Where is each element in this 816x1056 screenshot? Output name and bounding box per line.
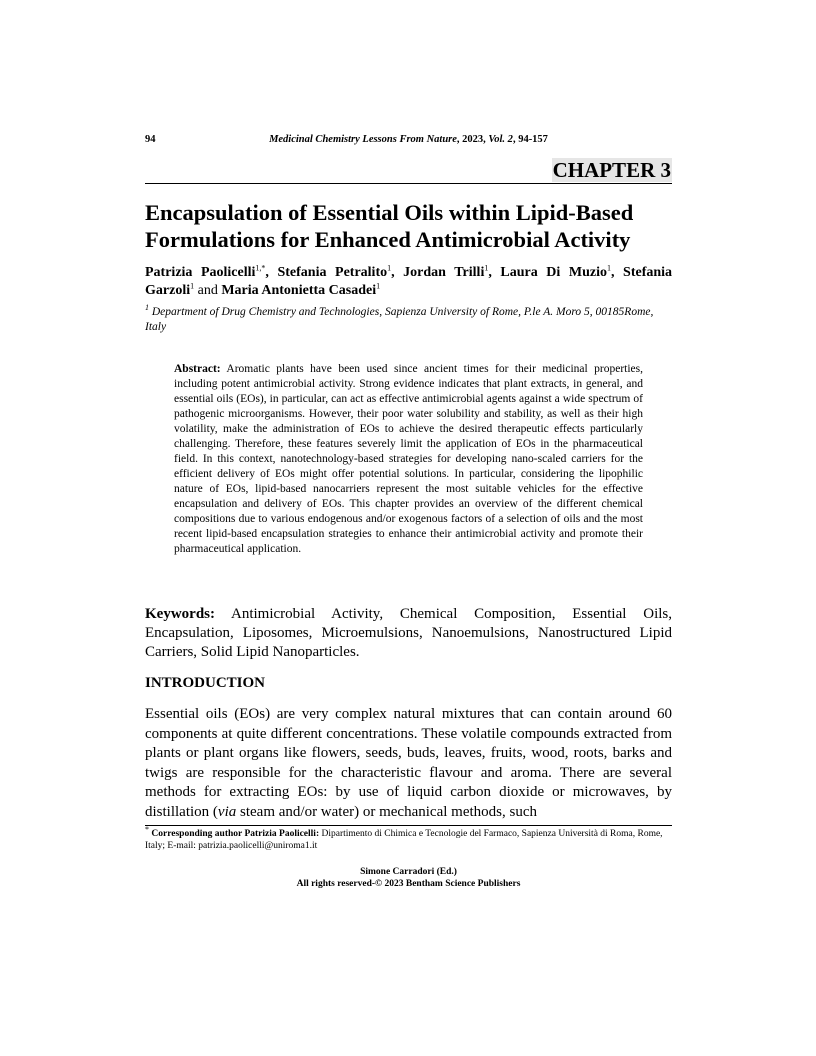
- author-name: Jordan Trilli: [403, 265, 485, 280]
- intro-italic: via: [217, 803, 237, 820]
- journal-name: Medicinal Chemistry Lessons From Nature: [269, 134, 457, 145]
- footnote-label: Corresponding author Patrizia Paolicelli:: [149, 829, 320, 839]
- author-name: Laura Di Muzio: [500, 265, 607, 280]
- journal-volume: Vol. 2: [488, 134, 513, 145]
- author-affil-mark: 1: [606, 263, 611, 273]
- chapter-label: CHAPTER 3: [552, 158, 671, 182]
- affiliation: [145, 305, 672, 335]
- affiliation-mark: 1: [145, 303, 149, 313]
- author-name: Patrizia Paolicelli: [145, 265, 256, 280]
- author-separator: ,: [488, 265, 501, 280]
- section-heading: INTRODUCTION: [145, 675, 266, 691]
- author-affil-mark: 1: [387, 263, 392, 273]
- keywords: [145, 605, 672, 662]
- abstract: [174, 362, 643, 557]
- author-name: Maria Antonietta Casadei: [221, 283, 377, 298]
- keywords-text: Antimicrobial Activity, Chemical Composition, Essential Oils, Encapsulation, Liposomes, Microemulsions, Nanoemulsions, Nanostructured Lipid Carriers, Solid Lipid Nanoparticles.: [145, 606, 672, 660]
- author-affil-mark: 1: [190, 281, 195, 291]
- running-head: [145, 134, 672, 150]
- intro-paragraph: [145, 705, 672, 822]
- footnote-rule: [145, 825, 672, 826]
- author-separator: ,: [610, 265, 624, 280]
- author-name: Stefania Garzoli: [145, 265, 673, 298]
- footnote: [145, 824, 672, 852]
- editor-line: Simone Carradori (Ed.): [360, 867, 457, 877]
- publisher-block: [145, 866, 672, 890]
- keywords-label: Keywords:: [145, 606, 215, 622]
- journal-pages: , 94-157: [512, 134, 548, 145]
- abstract-text: Aromatic plants have been used since ancient times for their medicinal properties, including potent antimicrobial activity. Strong evidence indicates that plant extracts, in general, and essential oils (EOs), in particular, can act as effective antimicrobial agents against a wide spectrum of pathogenic microorganisms. However, their poor water solubility and stability, as well as their high volatility, make the administration of EOs to achieve the desired therapeutic effects particularly challenging. Therefore, these features severely limit the application of EOs in the pharmaceutical field. In this context, nanotechnology-based strategies for developing nano-scaled carriers for the efficient delivery of EOs might offer potential solutions. In particular, considering the lipophilic nature of EOs, lipid-based nanocarriers represent the most suitable vehicles for the effective encapsulation and delivery of EOs. This chapter provides an overview of the different chemical compositions due to various endogenous and/or exogenous factors of a selection of oils and the most recent lipid-based encapsulation strategies to enhance their antimicrobial activity and promote their pharmaceutical application.: [174, 363, 643, 555]
- journal-year: , 2023,: [456, 134, 489, 145]
- author-affil-mark: 1,*: [255, 263, 266, 273]
- author-separator: ,: [391, 265, 404, 280]
- author-affil-mark: 1: [376, 281, 381, 291]
- author-separator: and: [194, 283, 222, 298]
- intro-text: Essential oils (EOs) are very complex natural mixtures that can contain around 60 components at quite different concentrations. These volatile compounds extracted from plants or plant organs like flowers, seeds, buds, leaves, fruits, wood, roots, barks and twigs are responsible for the characteristic flavour and aroma. There are several methods for extracting EOs: by use of liquid carbon dioxide or microwaves, by distillation (: [145, 706, 672, 820]
- author-name: Stefania Petralito: [277, 265, 388, 280]
- intro-text-end: steam and/or water) or mechanical methods, such: [236, 803, 537, 820]
- journal-citation: [145, 134, 672, 145]
- affiliation-text: Department of Drug Chemistry and Technologies, Sapienza University of Rome, P.le A. Moro 5, 00185Rome, Italy: [145, 306, 654, 333]
- abstract-label: Abstract:: [174, 363, 221, 375]
- footnote-text: Dipartimento di Chimica e Tecnologie del Farmaco, Sapienza Università di Roma, Rome, Italy; E-mail: patrizia.paolicelli@uniroma1.it: [145, 829, 663, 851]
- paper-title: Encapsulation of Essential Oils within Lipid-Based Formulations for Enhanced Antimicrobial Activity: [145, 200, 634, 252]
- page-number: 94: [145, 134, 156, 145]
- author-list: [145, 264, 672, 300]
- author-separator: ,: [265, 265, 278, 280]
- rights-line: All rights reserved-© 2023 Bentham Science Publishers: [296, 879, 521, 889]
- author-affil-mark: 1: [484, 263, 489, 273]
- footnote-mark: *: [145, 824, 149, 834]
- chapter-rule: [145, 183, 672, 184]
